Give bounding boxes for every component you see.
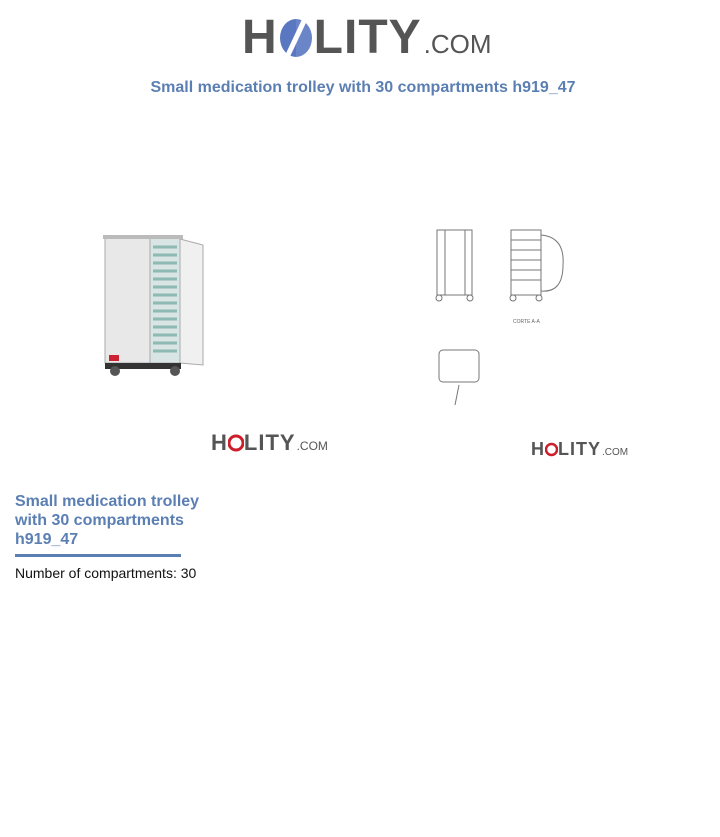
spec-label: Number of compartments:	[15, 565, 177, 581]
holity-logo-small[interactable]	[211, 430, 328, 456]
logo-com: .COM	[602, 447, 629, 458]
logo-h: H	[531, 439, 545, 459]
page-title: Small medication trolley with 30 compartments h919_47	[150, 79, 576, 96]
logo-lity: LITY	[313, 11, 422, 64]
logo-lity: LITY	[558, 439, 601, 459]
holity-logo[interactable]	[242, 10, 492, 65]
product-heading: Small medication trolley with 30 compartments h919_47	[15, 493, 200, 548]
technical-drawing[interactable]	[425, 205, 585, 415]
logo-h: H	[242, 11, 278, 64]
logo-o-mark	[545, 439, 558, 460]
spec-value: 30	[180, 565, 197, 581]
logo-com: .COM	[296, 439, 328, 453]
logo-o-mark	[278, 10, 314, 65]
heading-underline	[15, 554, 181, 557]
product-photo[interactable]	[95, 225, 215, 385]
logo-lity: LITY	[243, 430, 296, 455]
logo-o-mark	[228, 430, 244, 456]
spec-row	[15, 565, 196, 581]
logo-h: H	[211, 430, 228, 455]
holity-logo-small[interactable]	[531, 439, 628, 460]
section-label: CORTE A-A	[513, 319, 540, 325]
logo-com: .COM	[423, 29, 492, 59]
